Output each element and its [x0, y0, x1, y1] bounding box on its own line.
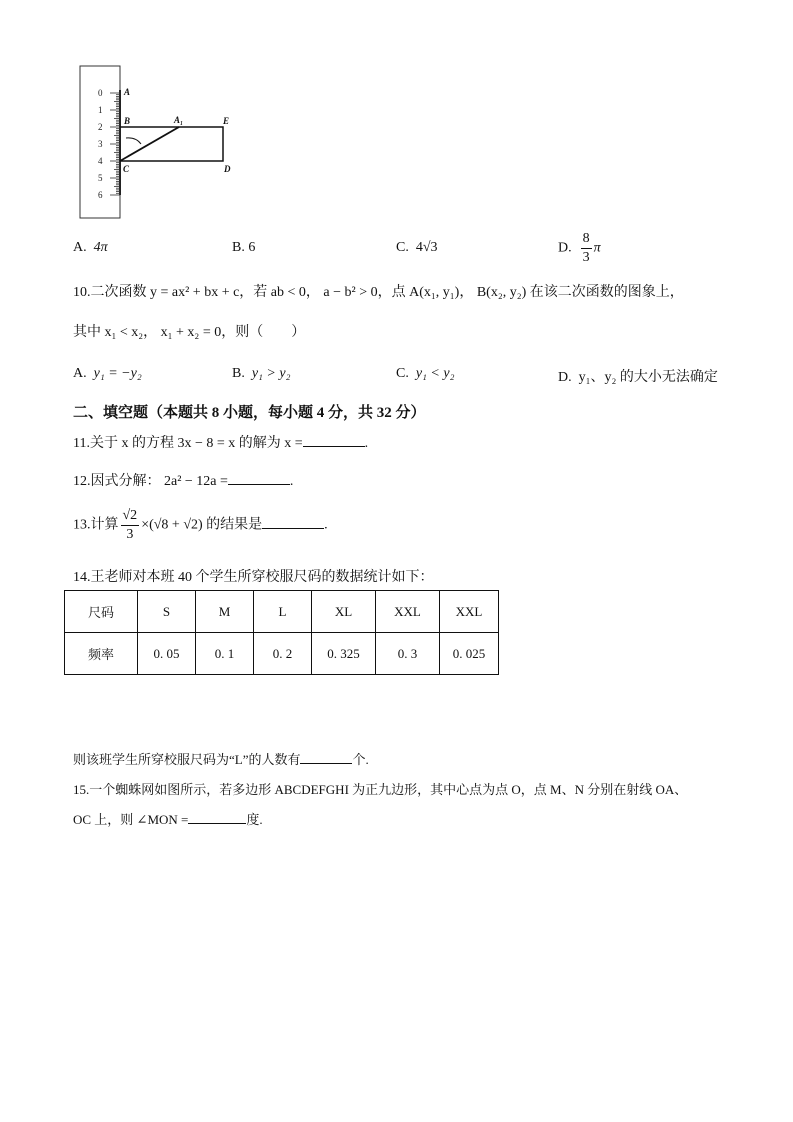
label-b: B [124, 116, 131, 126]
label-a1: A₁ [174, 115, 184, 125]
q9-option-a: A. 4π [73, 240, 108, 255]
table-cell: XXL [376, 591, 440, 633]
answer-blank[interactable] [303, 434, 365, 447]
table-row-header [65, 591, 499, 633]
table-cell: XL [312, 591, 376, 633]
section-2-heading: 二、填空题（本题共 8 小题，每小题 4 分，共 32 分） [73, 405, 426, 421]
q14: 14.王老师对本班 40 个学生所穿校服尺码的数据统计如下： [73, 570, 434, 585]
label-a: A [124, 87, 131, 97]
table-cell: M [196, 591, 254, 633]
answer-blank[interactable] [228, 472, 290, 485]
q15-line2: OC 上，则 ∠MON = 度. [73, 812, 263, 827]
q9-option-d: D. $\frac{8}{3}$ π [558, 231, 601, 265]
scale-1: 1 [98, 105, 103, 115]
label-c: C [123, 164, 130, 174]
table-cell: 0. 2 [254, 633, 312, 675]
q10-line2: 其中 x₁ < x₂， x₁ + x₂ = 0，则（ ） [73, 325, 306, 340]
q10-option-b: B. y₁ > y₂ [232, 366, 291, 381]
table-cell: L [254, 591, 312, 633]
scale-6: 6 [98, 190, 103, 200]
table-row-frequency [65, 633, 499, 675]
table-cell: 频率 [65, 633, 138, 675]
q11: 11.关于 x 的方程 3x − 8 = x 的解为 x = . [73, 436, 369, 451]
scale-2: 2 [98, 122, 103, 132]
scale-5: 5 [98, 173, 103, 183]
answer-blank[interactable] [262, 516, 324, 529]
q14-question: 则该班学生所穿校服尺码为“L”的人数有 个. [73, 752, 369, 767]
table-cell: 0. 3 [376, 633, 440, 675]
q10-option-d: D. y₁、y₂ 的大小无法确定 [558, 370, 718, 385]
scale-3: 3 [98, 139, 103, 149]
q12: 12.因式分解： 2a² − 12a = . [73, 474, 294, 489]
answer-blank[interactable] [300, 751, 352, 764]
table-cell: XXL [440, 591, 499, 633]
table-cell: 0. 05 [138, 633, 196, 675]
size-frequency-table [64, 590, 499, 675]
scale-4: 4 [98, 156, 103, 166]
q15-line1: 15.一个蜘蛛网如图所示，若多边形 ABCDEFGHI 为正九边形，其中心点为点 O，点 M、N 分别在射线 OA、 [73, 782, 688, 797]
q13: 13.计算 $\frac{√2}{3}$ ×(√8 + √2) 的结果是 . [73, 508, 328, 542]
q10-line1: 10.二次函数 y = ax² + bx + c，若 ab < 0， a − b² > 0，点 A(x₁, y₁)， B(x₂, y₂) 在该二次函数的图象上， [73, 285, 684, 300]
table-cell: 0. 1 [196, 633, 254, 675]
ruler-rectangle-figure [78, 64, 243, 224]
answer-blank[interactable] [188, 811, 246, 824]
table-cell: 0. 025 [440, 633, 499, 675]
label-e: E [223, 116, 230, 126]
q9-option-c: C. 4√3 [396, 240, 438, 255]
table-cell: 0. 325 [312, 633, 376, 675]
q10-option-a: A. y₁ = −y₂ [73, 366, 142, 381]
table-cell: 尺码 [65, 591, 138, 633]
label-d: D [224, 164, 231, 174]
scale-0: 0 [98, 88, 103, 98]
q10-option-c: C. y₁ < y₂ [396, 366, 455, 381]
table-cell: S [138, 591, 196, 633]
q9-option-b: B. 6 [232, 240, 256, 255]
